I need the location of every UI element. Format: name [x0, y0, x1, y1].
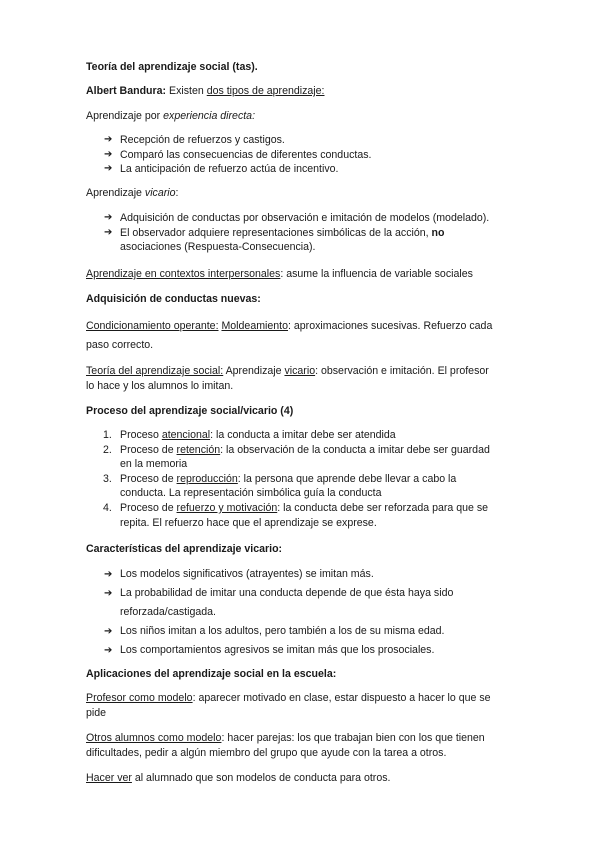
- proceso-list: [86, 428, 546, 530]
- condicionamiento-text-2: paso correcto.: [86, 339, 154, 351]
- item-link: atencional: [161, 429, 211, 441]
- arrow-icon: ➔: [104, 588, 113, 599]
- tas-paragraph: [86, 364, 526, 393]
- vicario-suffix: :: [175, 187, 179, 199]
- item-post: : la persona que aprende debe llevar a cabo la: [237, 472, 457, 485]
- moldeamiento-link: Moldeamiento: [221, 320, 289, 332]
- bandura-link: dos tipos de aprendizaje:: [206, 85, 325, 97]
- profesor-paragraph: [86, 691, 526, 720]
- alumnos-text-2: dificultades, pedir a algún miembro del grupo que ayude con la tarea a otros.: [86, 746, 447, 759]
- item-link: refuerzo y motivación: [176, 501, 278, 514]
- item-number: 1.: [103, 429, 112, 441]
- list-item-text: Recepción de refuerzos y castigos.: [120, 134, 285, 146]
- bandura-text: Existen: [166, 85, 207, 97]
- list-item-text: Los niños imitan a los adultos, pero también a los de su misma edad.: [120, 625, 445, 637]
- item-line2: en la memoria: [120, 458, 188, 471]
- condicionamiento-paragraph: [86, 317, 526, 355]
- item-link: retención: [176, 443, 221, 456]
- directa-prefix: Aprendizaje por: [86, 110, 164, 122]
- document-title: Teoría del aprendizaje social (tas).: [86, 61, 258, 73]
- proceso-heading: Proceso del aprendizaje social/vicario (4): [86, 405, 294, 417]
- item-number: 3.: [103, 472, 112, 485]
- directa-list: [86, 133, 526, 177]
- item-pre: Proceso de: [120, 472, 177, 485]
- bandura-line: [86, 84, 325, 99]
- vicario-heading: [86, 186, 178, 201]
- list-item-text: La anticipación de refuerzo actúa de incentivo.: [120, 163, 339, 176]
- directa-italic: experiencia directa:: [163, 110, 256, 122]
- list-item-text: Los modelos significativos (atrayentes) se imitan más.: [120, 568, 374, 580]
- vicario-italic: vicario: [144, 187, 176, 199]
- list-item: [86, 226, 546, 255]
- profesor-link: Profesor como modelo: [86, 692, 193, 704]
- item-post: : la conducta debe ser reforzada para que se: [277, 501, 489, 514]
- alumnos-text: : hacer parejas: los que trabajan bien con los que tienen: [221, 732, 485, 744]
- profesor-text-2: pide: [86, 706, 107, 719]
- item-pre: Proceso de: [120, 501, 177, 514]
- interpersonal-rest: : asume la influencia de variable sociales: [280, 268, 473, 280]
- aplicaciones-heading: Aplicaciones del aprendizaje social en la escuela:: [86, 668, 337, 680]
- list-item-text-2: reforzada/castigada.: [120, 606, 216, 618]
- list-item: [86, 641, 546, 660]
- hacer-ver-link: Hacer ver: [86, 772, 132, 784]
- vicario-link: vicario: [284, 365, 316, 377]
- list-item: [86, 428, 546, 443]
- list-item-text: Comparó las consecuencias de diferentes conductas.: [120, 148, 372, 161]
- interpersonal-line: [86, 267, 473, 282]
- adquisicion-heading: Adquisición de conductas nuevas:: [86, 293, 261, 305]
- arrow-icon: ➔: [104, 226, 113, 238]
- tas-text: Aprendizaje: [223, 365, 285, 377]
- list-item: [86, 162, 526, 177]
- item-line2: repita. El refuerzo hace que el aprendizaje se exprese.: [120, 516, 377, 529]
- condicionamiento-text: : aproximaciones sucesivas. Refuerzo cada: [288, 320, 493, 332]
- profesor-text: : aparecer motivado en clase, estar dispuesto a hacer lo que se: [192, 692, 491, 704]
- vicario-prefix: Aprendizaje: [86, 187, 145, 199]
- list-item-text: Los comportamientos agresivos se imitan más que los prosociales.: [120, 644, 435, 656]
- list-item: [86, 472, 546, 501]
- list-item: [86, 443, 546, 472]
- bold-no: no: [431, 226, 445, 239]
- arrow-icon: ➔: [104, 134, 113, 145]
- hacer-ver-text: al alumnado que son modelos de conducta para otros.: [131, 772, 391, 784]
- list-item: [86, 148, 526, 163]
- caracteristicas-heading: Características del aprendizaje vicario:: [86, 543, 283, 555]
- arrow-icon: ➔: [104, 626, 113, 637]
- item-pre: Proceso: [120, 429, 162, 441]
- arrow-icon: ➔: [104, 148, 113, 160]
- list-item-text: El observador adquiere representaciones simbólicas de la acción,: [120, 226, 432, 239]
- tas-text-3: lo hace y los alumnos lo imitan.: [86, 379, 234, 392]
- tas-link: Teoría del aprendizaje social:: [86, 365, 224, 377]
- vicario-list: [86, 211, 546, 255]
- item-number: 2.: [103, 443, 112, 456]
- arrow-icon: ➔: [104, 645, 113, 656]
- caracteristicas-list: [86, 565, 546, 660]
- interpersonal-link: Aprendizaje en contextos interpersonales: [86, 268, 281, 280]
- list-item-text: Adquisición de conductas por observación e imitación de modelos (modelado).: [120, 212, 490, 224]
- alumnos-paragraph: [86, 731, 536, 760]
- arrow-icon: ➔: [104, 163, 113, 175]
- alumnos-link: Otros alumnos como modelo: [86, 732, 222, 744]
- list-item: [86, 501, 546, 530]
- list-item: [86, 565, 546, 584]
- item-line2: conducta. La representación simbólica guía la conducta: [120, 487, 382, 500]
- hacer-ver-line: [86, 771, 390, 786]
- directa-heading: [86, 109, 255, 124]
- arrow-icon: ➔: [104, 569, 113, 580]
- arrow-icon: ➔: [104, 212, 113, 223]
- item-post: : la observación de la conducta a imitar debe ser guardad: [220, 443, 490, 456]
- list-item: [86, 584, 546, 622]
- list-item: [86, 211, 546, 226]
- list-item-text: asociaciones (Respuesta-Consecuencia).: [120, 241, 316, 254]
- item-number: 4.: [103, 501, 112, 514]
- item-post: : la conducta a imitar debe ser atendida: [210, 429, 396, 441]
- item-pre: Proceso de: [120, 443, 177, 456]
- list-item: [86, 622, 546, 641]
- condicionamiento-link: Condicionamiento operante:: [86, 320, 219, 332]
- tas-text-2: : observación e imitación. El profesor: [315, 365, 489, 377]
- list-item-text: La probabilidad de imitar una conducta depende de que ésta haya sido: [120, 587, 454, 599]
- list-item: [86, 133, 526, 148]
- item-link: reproducción: [176, 472, 238, 485]
- bandura-name: Albert Bandura:: [86, 85, 167, 97]
